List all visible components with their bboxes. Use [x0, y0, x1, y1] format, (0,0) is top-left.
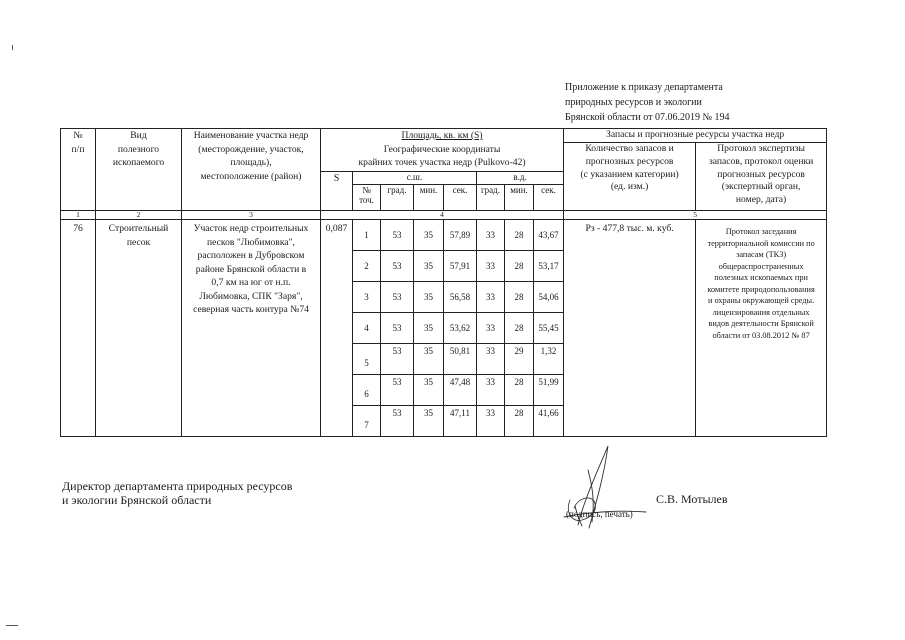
- header-lat-minutes: мин.: [414, 185, 444, 211]
- header-reserves: Запасы и прогнозные ресурсы участка недр: [564, 129, 827, 143]
- lat-degrees: 53: [381, 251, 414, 282]
- lat-degrees: 53: [381, 375, 414, 406]
- point-number: 1: [353, 220, 381, 251]
- header-plot-name: Наименование участка недр (месторождение, участок, площадь), местоположение (район): [182, 129, 321, 211]
- lat-degrees: 53: [381, 406, 414, 437]
- director-title: [62, 479, 292, 507]
- lon-minutes: 28: [505, 313, 534, 344]
- lon-minutes: 28: [505, 251, 534, 282]
- point-number: 7: [353, 406, 381, 437]
- lat-seconds: 50,81: [444, 344, 477, 375]
- column-number: 2: [96, 211, 182, 220]
- lat-seconds: 57,89: [444, 220, 477, 251]
- header-area-title: Площадь, кв. км (S): [401, 130, 483, 141]
- lat-seconds: 47,11: [444, 406, 477, 437]
- lon-seconds: 55,45: [534, 313, 564, 344]
- row-number: 76: [61, 220, 96, 437]
- lat-minutes: 35: [414, 220, 444, 251]
- signatory-name: С.В. Мотылев: [656, 492, 728, 506]
- scan-mark: [6, 625, 18, 626]
- lat-degrees: 53: [381, 282, 414, 313]
- lat-minutes: 35: [414, 313, 444, 344]
- lat-minutes: 35: [414, 282, 444, 313]
- lon-minutes: 28: [505, 406, 534, 437]
- header-coords-title: Географические координаты: [383, 143, 501, 155]
- header-coords-subtitle: крайних точек участка недр (Pulkovo-42): [358, 157, 526, 168]
- lon-degrees: 33: [477, 313, 505, 344]
- lon-degrees: 33: [477, 406, 505, 437]
- header-expertise-protocol: Протокол экспертизы запасов, протокол оценки прогнозных ресурсов (экспертный орган, номер, дата): [696, 143, 827, 211]
- signature-caption: (подпись, печать): [566, 509, 633, 519]
- header-reserves-quantity: Количество запасов и прогнозных ресурсов (с указанием категории) (ед. изм.): [564, 143, 696, 211]
- point-number: 2: [353, 251, 381, 282]
- lon-degrees: 33: [477, 375, 505, 406]
- header-lon-seconds: сек.: [534, 185, 564, 211]
- lat-degrees: 53: [381, 313, 414, 344]
- point-number: 5: [353, 344, 381, 375]
- column-number: 1: [61, 211, 96, 220]
- point-number: 4: [353, 313, 381, 344]
- lon-seconds: 41,66: [534, 406, 564, 437]
- appendix-line: Приложение к приказу департамента: [565, 82, 723, 93]
- header-mineral-type: Вид полезного ископаемого: [96, 129, 182, 211]
- lon-degrees: 33: [477, 282, 505, 313]
- header-longitude: в.д.: [477, 172, 564, 185]
- lat-seconds: 57,91: [444, 251, 477, 282]
- column-number: 5: [564, 211, 827, 220]
- column-number: 4: [321, 211, 564, 220]
- header-latitude: с.ш.: [353, 172, 477, 185]
- lon-seconds: 53,17: [534, 251, 564, 282]
- plot-description: Участок недр строительных песков "Любимовка", расположен в Дубровском районе Брянской области в 0,7 км на юг от н.п. Любимовка, СПК "Заря", северная часть контура №74: [182, 220, 321, 437]
- lat-minutes: 35: [414, 375, 444, 406]
- lon-seconds: 51,99: [534, 375, 564, 406]
- lon-minutes: 28: [505, 375, 534, 406]
- header-lat-degrees: град.: [381, 185, 414, 211]
- lon-seconds: 1,32: [534, 344, 564, 375]
- director-line: Директор департамента природных ресурсов: [62, 479, 293, 493]
- lon-seconds: 43,67: [534, 220, 564, 251]
- lat-seconds: 53,62: [444, 313, 477, 344]
- plot-area: 0,087: [321, 220, 353, 437]
- point-number: 3: [353, 282, 381, 313]
- point-number: 6: [353, 375, 381, 406]
- header-lat-seconds: сек.: [444, 185, 477, 211]
- header-number: № п/п: [61, 129, 96, 211]
- lon-minutes: 29: [505, 344, 534, 375]
- reserves-quantity: Рз - 477,8 тыс. м. куб.: [564, 220, 696, 437]
- header-lon-minutes: мин.: [505, 185, 534, 211]
- table-row: [61, 220, 827, 251]
- appendix-line: природных ресурсов и экологии: [565, 97, 702, 108]
- appendix-line: Брянской области от 07.06.2019 № 194: [565, 112, 730, 123]
- lat-degrees: 53: [381, 220, 414, 251]
- scan-mark: [12, 45, 13, 50]
- lon-minutes: 28: [505, 282, 534, 313]
- header-lon-degrees: град.: [477, 185, 505, 211]
- lat-minutes: 35: [414, 406, 444, 437]
- lat-seconds: 56,58: [444, 282, 477, 313]
- mineral-type: Строительный песок: [96, 220, 182, 437]
- column-number: 3: [182, 211, 321, 220]
- director-line: и экологии Брянской области: [62, 493, 212, 507]
- lon-degrees: 33: [477, 220, 505, 251]
- header-area-coordinates: [321, 129, 564, 172]
- lat-degrees: 53: [381, 344, 414, 375]
- expertise-protocol: Протокол заседания территориальной комиссии по запасам (ТКЗ) общераспространенных полезных ископаемых при комитете природопользования и охраны окружающей среды. лицензирования отдельных видов деятельности Брянской области от 03.08.2012 № 87: [696, 220, 827, 437]
- header-point-number: № точ.: [353, 185, 381, 211]
- lat-minutes: 35: [414, 344, 444, 375]
- header-area-s: S: [321, 172, 353, 211]
- subsoil-plots-table: [60, 128, 827, 437]
- lat-minutes: 35: [414, 251, 444, 282]
- lon-minutes: 28: [505, 220, 534, 251]
- lat-seconds: 47,48: [444, 375, 477, 406]
- lon-degrees: 33: [477, 251, 505, 282]
- lon-degrees: 33: [477, 344, 505, 375]
- appendix-note: [565, 80, 730, 125]
- lon-seconds: 54,06: [534, 282, 564, 313]
